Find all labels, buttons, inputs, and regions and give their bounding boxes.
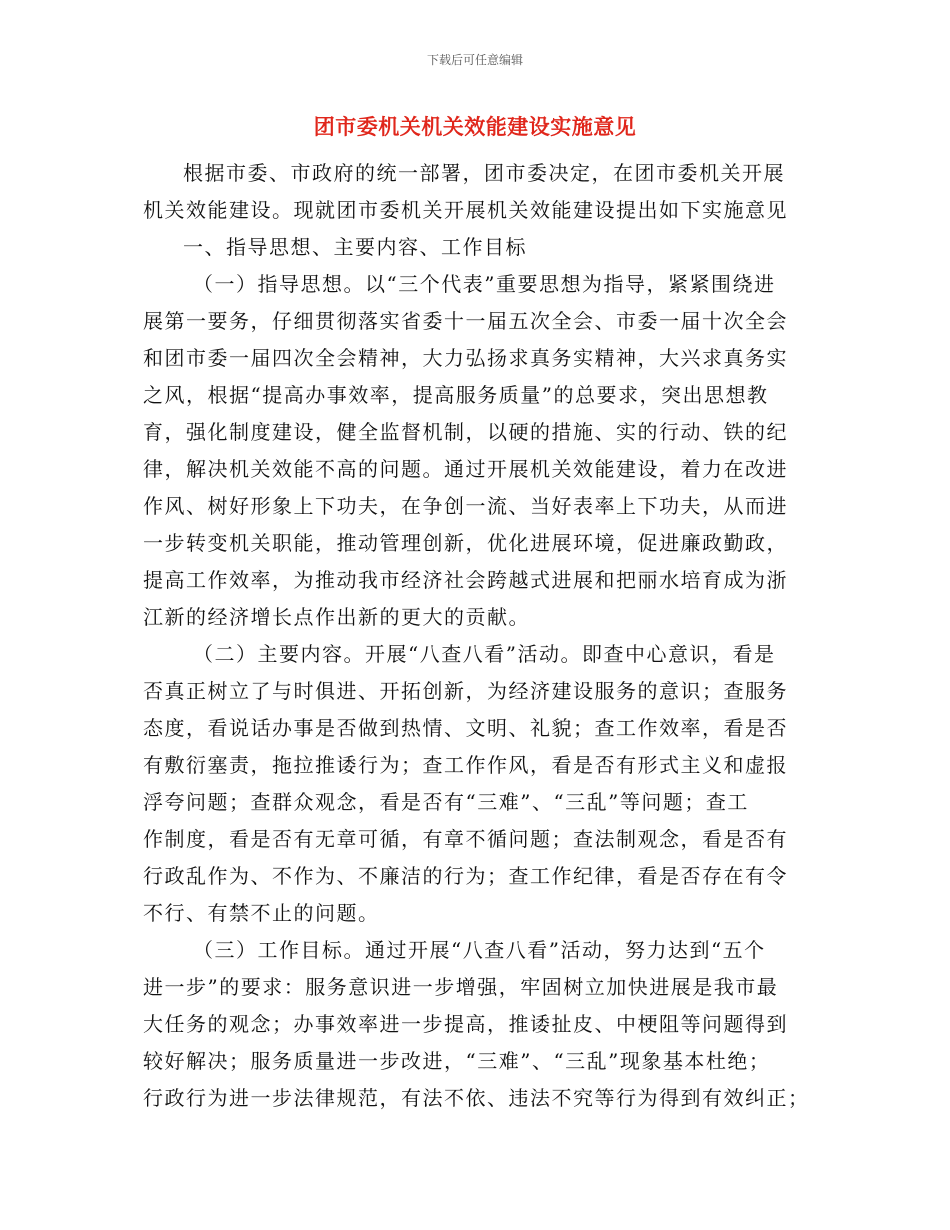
document-body <box>143 155 810 1117</box>
paragraph-guiding-line: 展第一要务，仔细贯彻落实省委十一届五次全会、市委一届十次全会 <box>143 309 788 333</box>
paragraph-guiding-line: 提高工作效率，为推动我市经济社会跨越式进展和把丽水培育成为浙 <box>143 568 788 592</box>
paragraph-guiding-line: 和团市委一届四次全会精神，大力弘扬求真务实精神，大兴求真务实 <box>143 346 788 370</box>
paragraph-intro-line: 机关效能建设。现就团市委机关开展机关效能建设提出如下实施意见 <box>143 198 788 222</box>
section-heading: 一、指导思想、主要内容、工作目标 <box>183 235 527 259</box>
paragraph-guiding-line: 江新的经济增长点作出新的更大的贡献。 <box>143 605 530 629</box>
paragraph-goals-line: （三）工作目标。通过开展“八查八看”活动，努力达到“五个 <box>193 938 766 962</box>
paragraph-content-line: 有敷衍塞责，拖拉推诿行为；查工作作风，看是否有形式主义和虚报 <box>143 753 788 777</box>
paragraph-guiding-line: 作风、树好形象上下功夫，在争创一流、当好表率上下功夫，从而进 <box>143 494 788 518</box>
paragraph-content-line: 态度，看说话办事是否做到热情、文明、礼貌；查工作效率，看是否 <box>143 716 788 740</box>
paragraph-content-line: 否真正树立了与时俱进、开拓创新，为经济建设服务的意识；查服务 <box>143 679 788 703</box>
paragraph-guiding-line: 律，解决机关效能不高的问题。通过开展机关效能建设，着力在改进 <box>143 457 788 481</box>
paragraph-goals-line: 大任务的观念；办事效率进一步提高，推诿扯皮、中梗阻等问题得到 <box>143 1012 788 1036</box>
paragraph-guiding-line: 育，强化制度建设，健全监督机制，以硬的措施、实的行动、铁的纪 <box>143 420 788 444</box>
paragraph-guiding-line: 一步转变机关职能，推动管理创新，优化进展环境，促进廉政勤政， <box>143 531 788 555</box>
page-header: 下载后可任意编辑 <box>426 53 523 67</box>
paragraph-content-line: 作制度，看是否有无章可循，有章不循问题；查法制观念，看是否有 <box>143 827 788 851</box>
paragraph-goals-line: 较好解决；服务质量进一步改进，“三难”、“三乱”现象基本杜绝； <box>143 1049 771 1073</box>
document-title: 团市委机关机关效能建设实施意见 <box>313 114 637 139</box>
paragraph-guiding-line: 之风，根据“提高办事效率，提高服务质量”的总要求，突出思想教 <box>143 383 769 407</box>
paragraph-intro-line: 根据市委、市政府的统一部署，团市委决定，在团市委机关开展 <box>183 161 785 185</box>
paragraph-content-line: 行政乱作为、不作为、不廉洁的行为；查工作纪律，看是否存在有令 <box>143 864 788 888</box>
paragraph-content-line: 浮夸问题；查群众观念，看是否有“三难”、“三乱”等问题；查工 <box>143 790 749 814</box>
paragraph-goals-line: 进一步”的要求：服务意识进一步增强，牢固树立加快进展是我市最 <box>143 975 779 999</box>
paragraph-content-line: 不行、有禁不止的问题。 <box>143 901 380 925</box>
paragraph-guiding-line: （一）指导思想。以“三个代表”重要思想为指导，紧紧围绕进 <box>193 272 776 296</box>
paragraph-content-line: （二）主要内容。开展“八查八看”活动。即查中心意识，看是 <box>193 642 776 666</box>
paragraph-goals-line: 行政行为进一步法律规范，有法不依、违法不究等行为得到有效纠正； <box>143 1086 810 1110</box>
